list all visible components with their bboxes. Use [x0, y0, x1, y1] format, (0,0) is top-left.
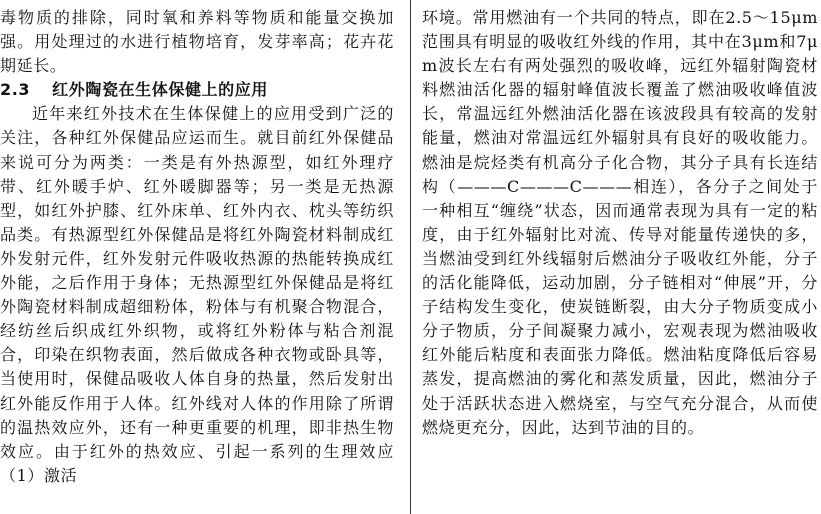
- column-divider: [410, 0, 411, 514]
- right-paragraph-1: 环境。常用燃油有一个共同的特点，即在2.5～15μm范围具有明显的吸收红外线的作用，其中在3μm和7μm波长左右有两处强烈的吸收峰，远红外辐射陶瓷材料燃油活化器的辐射峰值波长覆盖了燃油吸收峰值波长，常温远红外燃油活化器在该波段具有较高的发射能量，燃油对常温远红外辐射具有良好的吸收能力。燃油是烷烃类有机高分子化合物，其分子具有长连结构（———C———C———相连），各分子之间处于一种相互“缠绕”状态，因而通常表现为具有一定的粘度，由于红外辐射比对流、传导对能量传递快的多，当燃油受到红外线辐射后燃油分子吸收红外能，分子的活化能降低，运动加剧，分子链相对“伸展”开，分子结构发生变化，使炭链断裂，由大分子物质变成小分子物质，分子间凝聚力减小，宏观表现为燃油吸收红外能后粘度和表面张力降低。燃油粘度降低后容易蒸发，提高燃油的雾化和蒸发质量，因此，燃油分子处于活跃状态进入燃烧室，与空气充分混合，从而使燃烧更充分，因此，达到节油的目的。: [422, 8, 818, 437]
- section-number: 2.3: [0, 80, 31, 100]
- right-column: [422, 6, 818, 514]
- section-heading: [0, 78, 394, 102]
- left-paragraph-2: 近年来红外技术在生体保健上的应用受到广泛的关注，各种红外保健品应运而生。就目前红外保健品来说可分为两类：一类是有外热源型，如红外理疗带、红外暖手炉、红外暖脚器等；另一类是无热源型，如红外护膝、红外床单、红外内衣、枕头等纺织品类。有热源型红外保健品是将红外陶瓷材料制成红外发射元件，红外发射元件吸收热源的热能转换成红外能，之后作用于身体；无热源型红外保健品是将红外陶瓷材料制成超细粉体，粉体与有机聚合物混合，经纺丝后织成红外织物，或将红外粉体与粘合剂混合，印染在织物表面，然后做成各种衣物或卧具等，当使用时，保健品吸收人体自身的热量，然后发射出红外能反作用于人体。红外线对人体的作用除了所谓的温热效应外，还有一种更重要的机理，即非热生物效应。由于红外的热效应、引起一系列的生理效应（1）激活: [0, 104, 394, 485]
- left-column: [0, 6, 394, 514]
- section-title: 红外陶瓷在生体保健上的应用: [52, 80, 268, 100]
- left-paragraph-1: 毒物质的排除，同时氧和养料等物质和能量交换加强。用处理过的水进行植物培育，发芽率高；花卉花期延长。: [0, 8, 394, 76]
